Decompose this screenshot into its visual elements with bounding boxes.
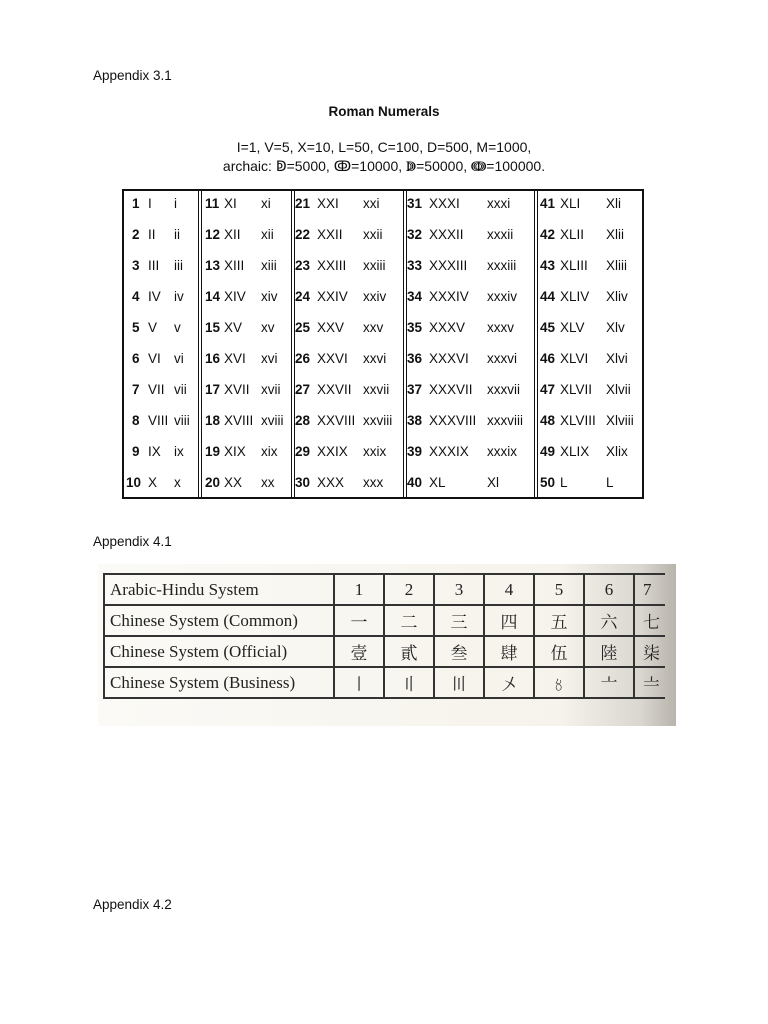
chinese-table-row [104, 574, 665, 605]
roman-table-row [202, 287, 294, 307]
roman-upper: XLVIII [560, 413, 596, 428]
roman-lower: xxxviii [487, 413, 523, 428]
roman-upper: L [560, 475, 568, 490]
arabic-number: 34 [407, 289, 423, 304]
system-label: Arabic-Hindu System [104, 574, 334, 605]
roman-lower: ii [174, 227, 180, 242]
roman-lower: v [174, 320, 181, 335]
arabic-number: 30 [295, 475, 311, 490]
arabic-number: 49 [540, 444, 556, 459]
roman-table-row [295, 473, 406, 493]
roman-table-row [295, 225, 406, 245]
roman-table-row [202, 442, 294, 462]
system-label: Chinese System (Official) [104, 636, 334, 667]
roman-table-row [407, 411, 537, 431]
arabic-number: 22 [295, 227, 311, 242]
roman-upper: III [148, 258, 160, 273]
roman-lower: xxxiii [487, 258, 517, 273]
roman-table-row [202, 256, 294, 276]
roman-upper: XXXII [429, 227, 464, 242]
arabic-number: 38 [407, 413, 423, 428]
numeral-cell: 二 [384, 605, 434, 636]
roman-table-row [538, 225, 642, 245]
arabic-number: 9 [132, 444, 140, 459]
arabic-number: 4 [132, 289, 140, 304]
arabic-number: 3 [132, 258, 140, 273]
roman-table-row [202, 318, 294, 338]
roman-upper: XXIII [317, 258, 347, 273]
roman-table-row [538, 318, 642, 338]
roman-upper: XVIII [224, 413, 254, 428]
numeral-cell: 一 [334, 605, 384, 636]
roman-lower: xxv [363, 320, 384, 335]
roman-lower: viii [174, 413, 190, 428]
roman-upper: XX [224, 475, 243, 490]
roman-lower: vii [174, 382, 187, 397]
roman-upper: XII [224, 227, 241, 242]
numeral-cell: 陸 [584, 636, 634, 667]
roman-upper: VIII [148, 413, 169, 428]
numeral-cell: 貳 [384, 636, 434, 667]
roman-lower: xiv [261, 289, 278, 304]
roman-table-row [407, 287, 537, 307]
roman-values-line: I=1, V=5, X=10, L=50, C=100, D=500, M=1000, [236, 139, 532, 155]
system-label: Chinese System (Common) [104, 605, 334, 636]
numeral-cell: 三 [434, 605, 484, 636]
numeral-cell: 6 [584, 574, 634, 605]
arabic-number: 48 [540, 413, 556, 428]
arabic-number: 18 [205, 413, 221, 428]
roman-lower: xxxix [487, 444, 517, 459]
roman-table-row [538, 349, 642, 369]
numeral-cell: 肆 [484, 636, 534, 667]
chinese-table-row [104, 667, 665, 698]
roman-lower: Xlv [606, 320, 625, 335]
roman-upper: XLII [560, 227, 585, 242]
roman-table-row [295, 318, 406, 338]
roman-lower: xxxi [487, 196, 511, 211]
roman-upper: XV [224, 320, 243, 335]
roman-numerals-title: Roman Numerals [328, 104, 440, 119]
arabic-number: 29 [295, 444, 311, 459]
arabic-number: 10 [126, 475, 142, 490]
roman-lower: ix [174, 444, 184, 459]
roman-table-row [295, 287, 406, 307]
numeral-cell: 叁 [434, 636, 484, 667]
roman-upper: XXVI [317, 351, 348, 366]
roman-lower: Xliii [606, 258, 628, 273]
roman-table-column [202, 191, 295, 497]
roman-upper: XLVI [560, 351, 589, 366]
arabic-number: 2 [132, 227, 140, 242]
roman-lower: xxvi [363, 351, 387, 366]
roman-table-row [295, 442, 406, 462]
roman-lower: xii [261, 227, 274, 242]
roman-lower: xx [261, 475, 275, 490]
roman-lower: Xlvii [606, 382, 631, 397]
arabic-number: 43 [540, 258, 556, 273]
roman-lower: Xlviii [606, 413, 634, 428]
roman-lower: Xlii [606, 227, 625, 242]
roman-upper: XXII [317, 227, 343, 242]
numeral-cell: 5 [534, 574, 584, 605]
roman-table-row [538, 287, 642, 307]
roman-table-row [124, 256, 201, 276]
roman-table-row [407, 473, 537, 493]
roman-table-row [202, 380, 294, 400]
arabic-number: 5 [132, 320, 140, 335]
roman-table-row [295, 349, 406, 369]
arabic-number: 41 [540, 196, 556, 211]
roman-lower: xxvii [363, 382, 390, 397]
roman-table-row [407, 318, 537, 338]
roman-lower: xi [261, 196, 271, 211]
roman-table-row [538, 380, 642, 400]
numeral-cell: 〤 [484, 667, 534, 698]
roman-lower: xvii [261, 382, 281, 397]
roman-upper: XXXVIII [429, 413, 477, 428]
roman-upper: XIX [224, 444, 246, 459]
roman-lower: xxviii [363, 413, 393, 428]
roman-table-row [407, 442, 537, 462]
roman-upper: XL [429, 475, 446, 490]
roman-table-row [407, 380, 537, 400]
numeral-cell: 2 [384, 574, 434, 605]
roman-upper: XXXVI [429, 351, 469, 366]
numeral-cell: 4 [484, 574, 534, 605]
numeral-cell: 7 [634, 574, 665, 605]
appendix-3-1-heading: Appendix 3.1 [93, 68, 172, 83]
roman-lower: xxx [363, 475, 384, 490]
roman-lower: xxix [363, 444, 387, 459]
roman-table-column [407, 191, 538, 497]
arabic-number: 20 [205, 475, 221, 490]
roman-upper: XXXIX [429, 444, 469, 459]
roman-upper: XLIII [560, 258, 588, 273]
arabic-number: 39 [407, 444, 423, 459]
numeral-cell: 六 [584, 605, 634, 636]
roman-lower: Xl [487, 475, 500, 490]
arabic-number: 47 [540, 382, 556, 397]
numeral-cell: 七 [634, 605, 665, 636]
roman-table-column [538, 191, 642, 497]
arabic-number: 50 [540, 475, 556, 490]
roman-lower: xv [261, 320, 275, 335]
chinese-numerals-scan [98, 564, 676, 726]
roman-table-row [538, 411, 642, 431]
arabic-number: 33 [407, 258, 423, 273]
arabic-number: 28 [295, 413, 311, 428]
arabic-number: 17 [205, 382, 221, 397]
arabic-number: 45 [540, 320, 556, 335]
roman-table-row [538, 442, 642, 462]
roman-table-row [124, 411, 201, 431]
roman-table-row [295, 411, 406, 431]
numeral-cell: 3 [434, 574, 484, 605]
numeral-cell: 〢 [384, 667, 434, 698]
roman-lower: Xlix [606, 444, 628, 459]
roman-lower: Xlvi [606, 351, 628, 366]
roman-lower: Xli [606, 196, 622, 211]
roman-lower: xxi [363, 196, 380, 211]
roman-upper: XVI [224, 351, 246, 366]
roman-upper: XXIV [317, 289, 348, 304]
roman-numerals-table [122, 189, 644, 499]
roman-table-row [124, 225, 201, 245]
roman-upper: XXXVII [429, 382, 473, 397]
roman-upper: VII [148, 382, 165, 397]
roman-lower: xxii [363, 227, 383, 242]
roman-table-row [407, 349, 537, 369]
arabic-number: 14 [205, 289, 221, 304]
arabic-number: 13 [205, 258, 221, 273]
arabic-number: 15 [205, 320, 221, 335]
arabic-number: 42 [540, 227, 556, 242]
roman-upper: XLVII [560, 382, 593, 397]
numeral-cell: 〣 [434, 667, 484, 698]
roman-upper: XXVII [317, 382, 352, 397]
roman-table-row [407, 256, 537, 276]
arabic-number: 35 [407, 320, 423, 335]
roman-table-row [407, 225, 537, 245]
roman-lower: Xliv [606, 289, 628, 304]
roman-lower: vi [174, 351, 184, 366]
roman-upper: XXXI [429, 196, 460, 211]
roman-upper: VI [148, 351, 161, 366]
roman-lower: iv [174, 289, 184, 304]
arabic-number: 19 [205, 444, 221, 459]
roman-table-row [202, 473, 294, 493]
roman-lower: i [174, 196, 177, 211]
arabic-number: 26 [295, 351, 311, 366]
roman-upper: XLV [560, 320, 585, 335]
roman-lower: xxxvi [487, 351, 517, 366]
arabic-number: 46 [540, 351, 556, 366]
numeral-cell: 柒 [634, 636, 665, 667]
numeral-cell: 伍 [534, 636, 584, 667]
roman-table-row [124, 349, 201, 369]
roman-upper: XVII [224, 382, 250, 397]
roman-lower: xxxii [487, 227, 514, 242]
roman-upper: X [148, 475, 158, 490]
numeral-cell: 〧 [634, 667, 665, 698]
arabic-number: 7 [132, 382, 140, 397]
roman-upper: IV [148, 289, 161, 304]
arabic-number: 25 [295, 320, 311, 335]
arabic-number: 44 [540, 289, 556, 304]
roman-upper: XLI [560, 196, 581, 211]
roman-lower: xix [261, 444, 278, 459]
roman-table-row [124, 473, 201, 493]
roman-upper: XXVIII [317, 413, 356, 428]
roman-upper: XXXIV [429, 289, 469, 304]
roman-lower: xiii [261, 258, 277, 273]
roman-table-row [124, 318, 201, 338]
arabic-number: 8 [132, 413, 140, 428]
arabic-number: 32 [407, 227, 423, 242]
roman-upper: XXXIII [429, 258, 468, 273]
arabic-number: 40 [407, 475, 423, 490]
roman-upper: XI [224, 196, 237, 211]
system-label: Chinese System (Business) [104, 667, 334, 698]
roman-table-row [202, 225, 294, 245]
roman-lower: xxxvii [487, 382, 520, 397]
numeral-cell: 四 [484, 605, 534, 636]
arabic-number: 27 [295, 382, 311, 397]
arabic-number: 16 [205, 351, 221, 366]
roman-table-row [202, 194, 294, 214]
roman-upper: XLIV [560, 289, 590, 304]
roman-table-row [124, 194, 201, 214]
roman-table-row [124, 287, 201, 307]
roman-table-row [538, 473, 642, 493]
roman-table-row [202, 349, 294, 369]
roman-upper: XIII [224, 258, 245, 273]
arabic-number: 24 [295, 289, 311, 304]
arabic-number: 37 [407, 382, 423, 397]
chinese-table-row [104, 636, 665, 667]
roman-lower: xxxv [487, 320, 514, 335]
roman-lower: xxiv [363, 289, 387, 304]
arabic-number: 6 [132, 351, 140, 366]
roman-lower: xxiii [363, 258, 386, 273]
chinese-numerals-table [103, 573, 665, 699]
roman-table-row [407, 194, 537, 214]
appendix-4-1-heading: Appendix 4.1 [93, 534, 172, 549]
roman-lower: x [174, 475, 181, 490]
roman-upper: XXIX [317, 444, 348, 459]
roman-table-row [202, 411, 294, 431]
arabic-number: 36 [407, 351, 423, 366]
roman-table-column [124, 191, 202, 497]
roman-table-row [538, 256, 642, 276]
roman-lower: xvi [261, 351, 278, 366]
arabic-number: 31 [407, 196, 423, 211]
roman-lower: iii [174, 258, 183, 273]
roman-table-column [295, 191, 407, 497]
roman-table-row [124, 380, 201, 400]
roman-upper: XLIX [560, 444, 590, 459]
numeral-cell: 〥 [534, 667, 584, 698]
roman-lower: xxxiv [487, 289, 517, 304]
arabic-number: 11 [205, 196, 220, 211]
roman-upper: XXV [317, 320, 345, 335]
arabic-number: 21 [295, 196, 311, 211]
roman-upper: V [148, 320, 158, 335]
roman-upper: XXX [317, 475, 345, 490]
roman-table-row [295, 380, 406, 400]
roman-upper: II [148, 227, 156, 242]
arabic-number: 1 [132, 196, 140, 211]
roman-upper: I [148, 196, 152, 211]
roman-upper: XXI [317, 196, 339, 211]
appendix-4-2-heading: Appendix 4.2 [93, 897, 172, 912]
chinese-table-row [104, 605, 665, 636]
roman-table-row [538, 194, 642, 214]
roman-table-row [124, 442, 201, 462]
arabic-number: 23 [295, 258, 311, 273]
roman-lower: L [606, 475, 614, 490]
numeral-cell: 1 [334, 574, 384, 605]
roman-table-row [295, 256, 406, 276]
numeral-cell: 五 [534, 605, 584, 636]
roman-archaic-values-line: archaic: ↁ=5000, ↂ=10000, ↇ=50000, ↈ=100000. [222, 158, 546, 174]
numeral-cell: 〡 [334, 667, 384, 698]
roman-table-row [295, 194, 406, 214]
roman-upper: IX [148, 444, 161, 459]
numeral-cell: 〦 [584, 667, 634, 698]
arabic-number: 12 [205, 227, 221, 242]
roman-upper: XIV [224, 289, 246, 304]
roman-lower: xviii [261, 413, 284, 428]
numeral-cell: 壹 [334, 636, 384, 667]
roman-upper: XXXV [429, 320, 466, 335]
